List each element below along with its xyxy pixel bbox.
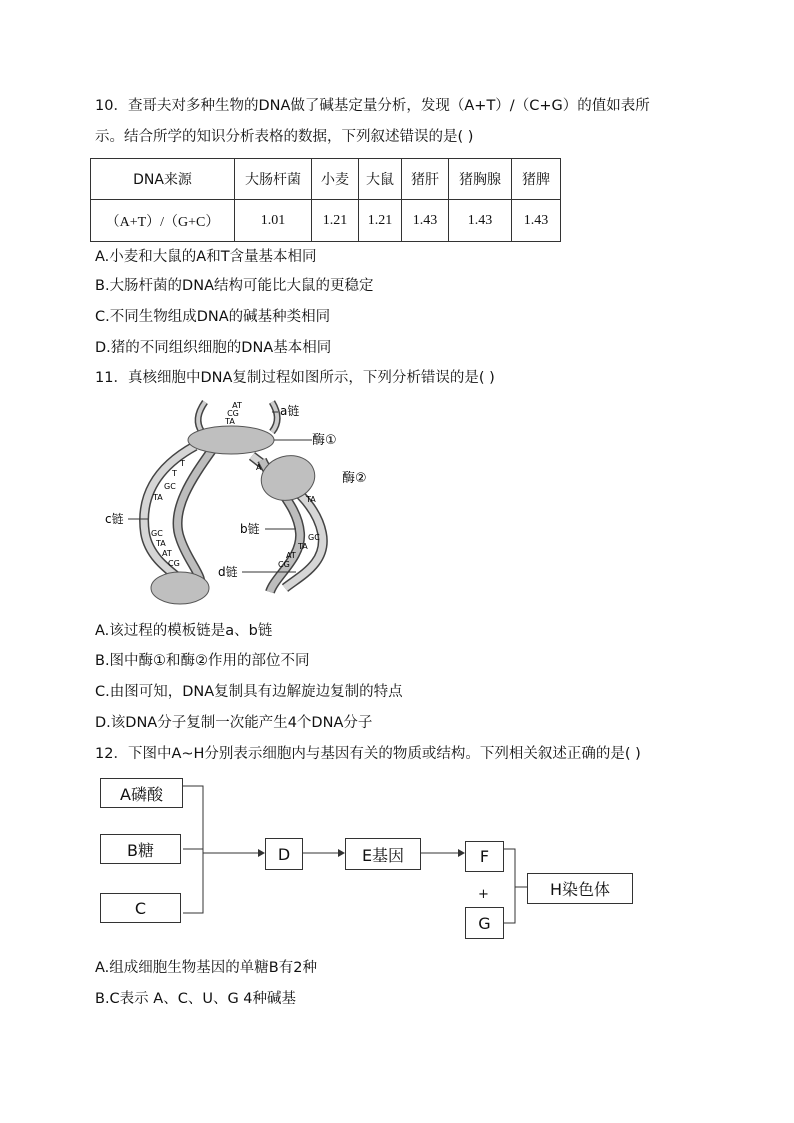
base-pair-label: T (180, 459, 185, 468)
base-pair-label: GC (308, 533, 320, 542)
enzyme-2-label: 酶② (342, 471, 367, 486)
table-header-cell: 猪肝 (402, 159, 449, 200)
box-g: G (465, 907, 504, 939)
base-pair-label: AT (162, 549, 172, 558)
q10-option-c: C.不同生物组成DNA的碱基种类相同 (95, 309, 331, 325)
q10-data-table (90, 158, 561, 242)
base-pair-label: A (256, 463, 262, 472)
q12-option-a: A.组成细胞生物基因的单糖B有2种 (95, 960, 317, 976)
base-pair-label: T (172, 469, 177, 478)
table-cell: 1.21 (359, 200, 402, 242)
q11-stem: 11．真核细胞中DNA复制过程如图所示，下列分析错误的是( ) (95, 370, 495, 386)
dna-replication-figure (100, 398, 390, 610)
table-cell: 1.21 (312, 200, 359, 242)
table-cell: 1.43 (449, 200, 512, 242)
strand-d-label: d链 (218, 565, 238, 579)
table-header-cell: DNA来源 (91, 159, 235, 200)
q10-stem-line1: 10．查哥夫对多种生物的DNA做了碱基定量分析，发现（A+T）/（C+G）的值如表所 (95, 98, 650, 114)
q11-option-c: C.由图可知，DNA复制具有边解旋边复制的特点 (95, 684, 403, 700)
q12-stem: 12．下图中A~H分别表示细胞内与基因有关的物质或结构。下列相关叙述正确的是( ) (95, 746, 641, 762)
base-pair-label: TA (298, 542, 308, 551)
table-cell: 1.01 (235, 200, 312, 242)
table-header-cell: 大肠杆菌 (235, 159, 312, 200)
base-pair-label: CG (168, 559, 180, 568)
base-pair-label: AT (286, 551, 296, 560)
base-pair-label: GC (151, 529, 163, 538)
q10-stem-line2: 示。结合所学的知识分析表格的数据，下列叙述错误的是( ) (95, 129, 474, 145)
q10-option-b: B.大肠杆菌的DNA结构可能比大鼠的更稳定 (95, 278, 374, 294)
base-pair-label: CG (278, 560, 290, 569)
plus-sign: + (478, 887, 489, 902)
q11-option-b: B.图中酶①和酶②作用的部位不同 (95, 653, 310, 669)
base-pair-label: TA (306, 495, 316, 504)
enzyme-1-shape (188, 426, 274, 454)
table-header-cell: 猪胸腺 (449, 159, 512, 200)
box-a-phosphate: A磷酸 (100, 778, 183, 808)
q12-option-b: B.C表示 A、C、U、G 4种碱基 (95, 991, 297, 1007)
table-cell: （A+T）/（G+C） (91, 200, 235, 242)
base-pair-label: CG (227, 409, 239, 418)
table-header-row (91, 159, 561, 200)
table-header-cell: 小麦 (312, 159, 359, 200)
strand-a-label: a链 (280, 404, 300, 418)
base-pair-label: TA (225, 417, 235, 426)
strand-b-label: b链 (240, 522, 260, 536)
q10-option-d: D.猪的不同组织细胞的DNA基本相同 (95, 340, 332, 356)
q10-option-a: A.小麦和大鼠的A和T含量基本相同 (95, 249, 317, 265)
base-pair-label: AT (232, 401, 242, 410)
base-pair-label: GC (164, 482, 176, 491)
base-pair-label: TA (153, 493, 163, 502)
box-b-sugar: B糖 (100, 834, 181, 864)
q11-option-d: D.该DNA分子复制一次能产生4个DNA分子 (95, 715, 373, 731)
base-pair-label: TA (156, 539, 166, 548)
box-c: C (100, 893, 181, 923)
strand-c-label: c链 (105, 512, 124, 526)
box-f: F (465, 841, 504, 872)
enzyme-3-shape (151, 572, 209, 604)
box-d: D (265, 838, 303, 870)
table-cell: 1.43 (402, 200, 449, 242)
table-cell: 1.43 (512, 200, 561, 242)
q11-option-a: A.该过程的模板链是a、b链 (95, 623, 273, 639)
enzyme-1-label: 酶① (312, 433, 337, 448)
box-e-gene: E基因 (345, 838, 421, 870)
table-header-cell: 大鼠 (359, 159, 402, 200)
table-header-cell: 猪脾 (512, 159, 561, 200)
table-row (91, 200, 561, 242)
box-h-chromosome: H染色体 (527, 873, 633, 904)
